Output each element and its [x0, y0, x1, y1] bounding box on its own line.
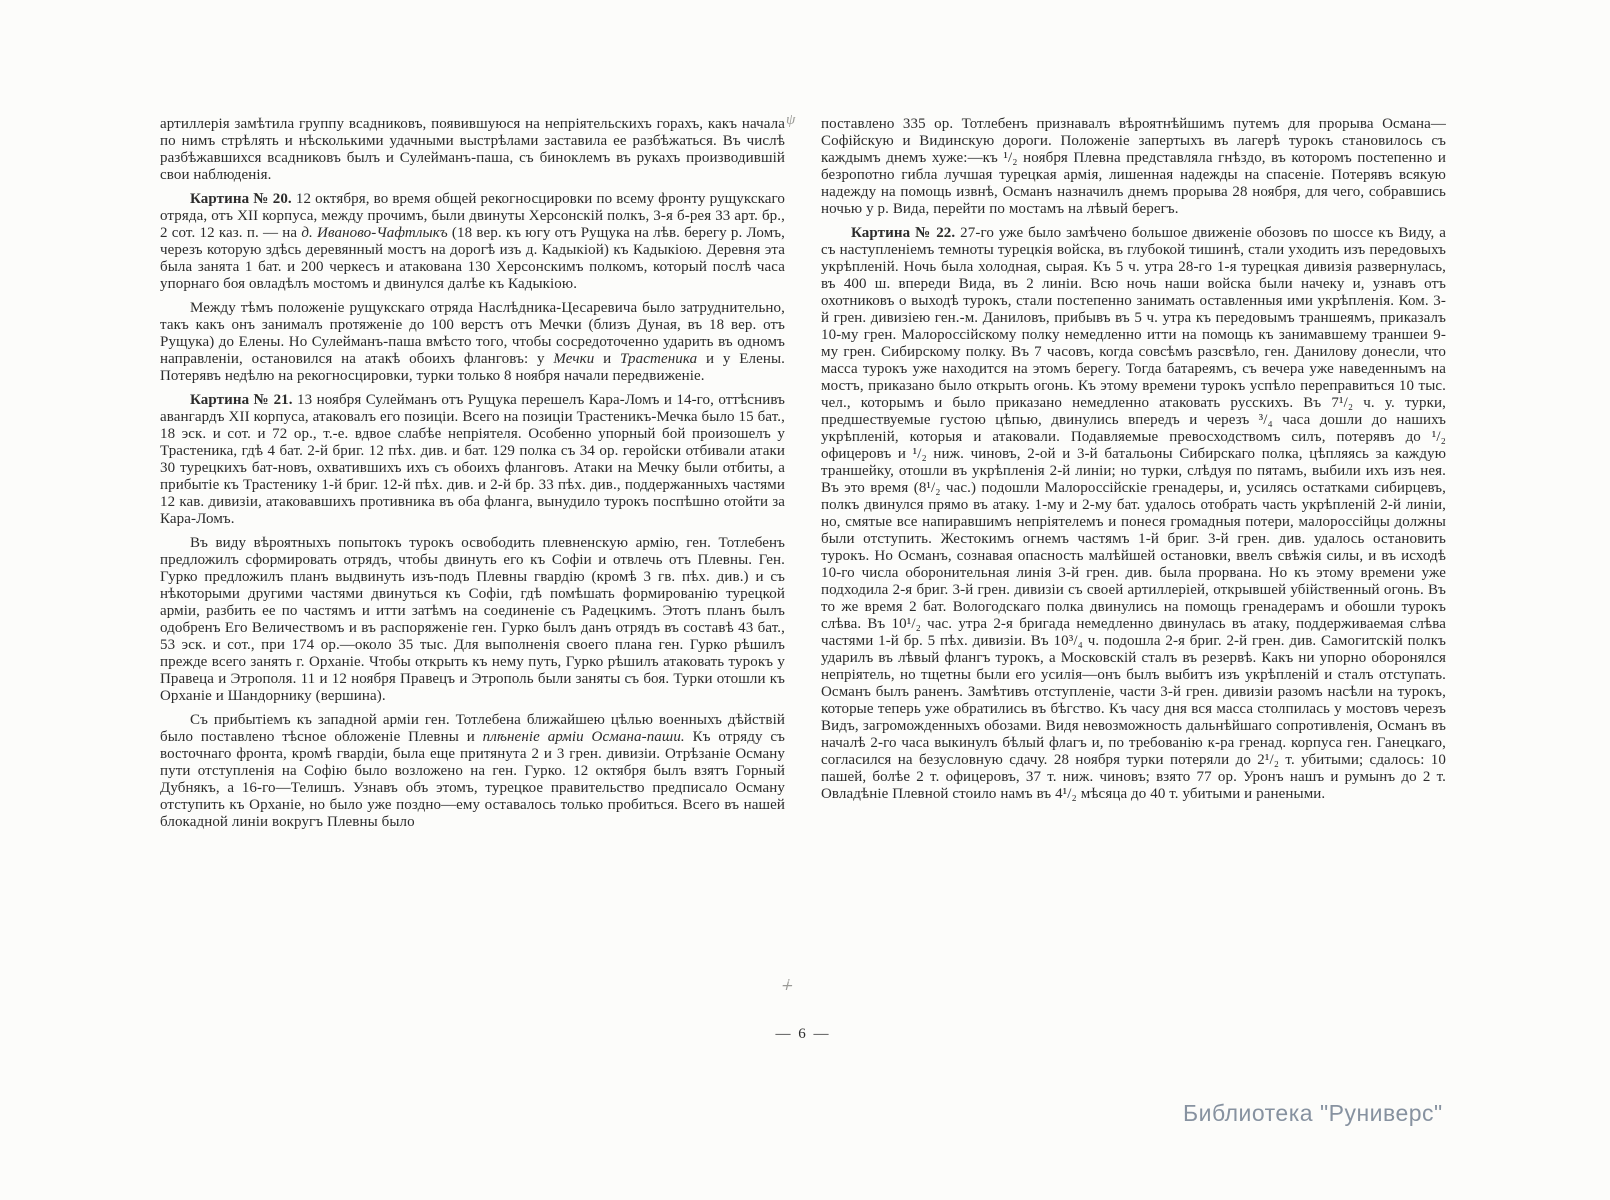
paragraph — [160, 300, 785, 385]
paragraph — [160, 392, 785, 528]
page-number: — 6 — — [775, 1026, 831, 1042]
text-run: Съ прибытіемъ къ западной арміи ген. Тотлебена ближайшею цѣлью военныхъ дѣйствій было поставлено тѣсное обложеніе Плевны и — [160, 712, 785, 745]
text-run: и — [594, 351, 620, 367]
text-run: 13 ноября Сулейманъ отъ Рущука перешелъ Кара-Ломъ и 14-го, оттѣснивъ авангардъ XII корпуса, атаковалъ его позиціи. Всего на позиціи Трастеникъ-Мечка было 15 бат., 18 эск. и сот. и 72 ор., т.-е. вдвое слабѣе непріятеля. Особенно упорный бой произошелъ у Трастеника, гдѣ 4 бат. 2-й бриг. 12 пѣх. див. и бат. 129 полка съ 34 ор. геройски отбивали атаки 30 турецкихъ бат-новъ, охватившихъ ихъ съ обоихъ фланговъ. Атаки на Мечку были отбиты, а прибытіе къ Трастенику 1-й бриг. 12-й пѣх. див. и 2-й бр. 33 пѣх. див., поддержанныхъ частями 12 кав. дивизіи, атаковавшихъ противника въ оба фланга, вынудило турокъ поспѣшно отойти за Кара-Ломъ. — [160, 392, 785, 527]
margin-mark-bottom: ∔ — [780, 978, 793, 994]
text-run: Въ виду вѣроятныхъ попытокъ турокъ освободить плевненскую армію, ген. Тотлебенъ предложилъ сформировать отрядъ, чтобы двинуть его къ Софіи и отвлечь отъ Плевны. Ген. Гурко предложилъ планъ выдвинуть изъ-подъ Плевны гвардію (кромѣ 3 гв. пѣх. див.) и съ нѣкоторыми другими частями двинуться къ Софіи, гдѣ помѣшать формированію турецкой арміи, разбить ее по частямъ и итти затѣмъ на соединеніе съ Радецкимъ. Этотъ планъ былъ одобренъ Его Величествомъ и въ распоряженіе ген. Гурко былъ данъ отрядъ въ составѣ 43 бат., 53 эск. и сот., при 174 ор.—около 35 тыс. Для выполненія своего плана ген. Гурко рѣшилъ прежде всего занять г. Орханіе. Чтобы открыть къ нему путь, Гурко рѣшилъ атаковать турокъ у Правеца и Этрополя. 11 и 12 ноября Правецъ и Этрополь были заняты съ боя. Турки отошли къ Орханіе и Шандорнику (вершина). — [160, 535, 785, 704]
paragraph — [160, 712, 785, 831]
text-run: артиллерія замѣтила группу всадниковъ, появившуюся на непріятельскихъ горахъ, какъ начала по нимъ стрѣлять и нѣсколькими удачными выстрѣлами заставила ее разбѣжаться. Въ числѣ разбѣжавшихся всадниковъ былъ и Сулейманъ-паша, съ биноклемъ въ рукахъ производившій свои наблюденія. — [160, 116, 785, 183]
paragraph-lead: Картина № 21. — [190, 392, 293, 408]
paragraph — [160, 116, 785, 184]
text-run: (18 вер. къ югу отъ Рущука на лѣв. берегу р. Ломъ, черезъ которую здѣсь деревянный мостъ на дорогѣ изъ д. Кадыкіой) къ Кадыкіою. Деревня эта была занята 1 бат. и 200 черкесъ и атакована 130 Херсонскимъ полкомъ, который послѣ часа упорнаго боя овладѣлъ мостомъ и двинулся далѣе къ Кадыкіою. — [160, 225, 786, 292]
text-run: плѣненіе арміи Османа-паши. — [482, 729, 685, 745]
paragraph — [821, 225, 1446, 803]
text-run: 12 октября, во время общей рекогносцировки по всему фронту рущукскаго отряда, отъ XII корпуса, между прочимъ, были двинуты Херсонскій полкъ, 3-я б-рея 33 арт. бр., 2 сот. 12 каз. п. — на — [160, 191, 785, 241]
paragraph — [160, 191, 785, 293]
paragraph — [821, 116, 1446, 218]
text-run: поставлено 335 ор. Тотлебенъ признавалъ вѣроятнѣйшимъ путемъ для прорыва Османа—Софійскую и Видинскую дороги. Положеніе запертыхъ въ лагерѣ турокъ становилось съ каждымъ днемъ хуже:—къ ¹/₂ ноября Плевна представляла гнѣздо, въ которомъ постепенно и безропотно гибла лучшая турецкая армія, лишенная надежды на спасеніе. Потерявъ всякую надежду на помощь извнѣ, Османъ назначилъ днемъ прорыва 28 ноября, для чего, собравшись ночью у р. Вида, перейти по мостамъ на лѣвый берегъ. — [821, 116, 1446, 217]
text-column-right — [821, 116, 1446, 838]
library-watermark: Библиотека "Руниверс" — [1183, 1100, 1443, 1126]
text-run: д. Иваново-Чафтлыкъ — [301, 225, 448, 241]
text-run: Мечки — [553, 351, 595, 367]
text-run: Къ отряду съ восточнаго фронта, кромѣ гвардіи, была еще притянута 2 и 3 грен. дивизіи. Отрѣзаніе Осману пути отступленія на Софію было возложено на ген. Гурко. 12 октября былъ взятъ Горный Дубнякъ, а 16-го—Телишъ. Узнавъ объ этомъ, турецкое правительство предписало Осману отступить къ Орханіе, но было уже поздно—ему оставалось только пробиться. Всего въ нашей блокадной линіи вокругъ Плевны было — [160, 729, 785, 830]
paragraph-lead: Картина № 20. — [190, 191, 292, 207]
margin-mark-top: ψ — [786, 112, 796, 128]
text-run: Между тѣмъ положеніе рущукскаго отряда Наслѣдника-Цесаревича было затруднительно, такъ какъ онъ занималъ протяженіе до 100 верстъ отъ Мечки (близъ Дуная, въ 18 вер. отъ Рущука) до Елены. Но Сулейманъ-паша вмѣсто того, чтобы сосредоточенно ударить въ одномъ направленіи, остановился на атакѣ обоихъ фланговъ: у — [160, 300, 785, 367]
text-run: Трастеника — [619, 351, 698, 367]
text-run: и у Елены. Потерявъ недѣлю на рекогносцировки, турки только 8 ноября начали передвиженіе. — [160, 351, 786, 384]
paragraph — [160, 535, 785, 705]
text-body — [160, 116, 1446, 838]
text-column-left — [160, 116, 785, 838]
paragraph-lead: Картина № 22. — [851, 225, 956, 241]
text-run: 27-го уже было замѣчено большое движеніе обозовъ по шоссе къ Виду, а съ наступленіемъ темноты турецкія войска, въ глубокой тишинѣ, стали уходить изъ передовыхъ укрѣпленій. Ночь была холодная, сырая. Къ 5 ч. утра 28-го 1-я турецкая дивизія развернулась, въ 400 ш. впереди Вида, въ 2 линіи. Всю ночь наши войска были начеку и, узнавъ отъ охотниковъ о выходѣ турокъ, стали постепенно занимать оставленныя ими укрѣпленія. Ком. 3-й грен. дивизіею ген.-м. Даниловъ, прибывъ въ 5 ч. утра къ передовымъ траншеямъ, приказалъ 10-му грен. Малороссійскому полку немедленно итти на помощь къ занимавшему траншеи 9-му грен. Сибирскому полку. Въ 7 часовъ, когда совсѣмъ разсвѣло, ген. Данилову донесли, что масса турокъ уже находится на этомъ берегу. Тогда батареямъ, съ вечера уже наведеннымъ на мостъ, приказано было открыть огонь. Къ этому времени турокъ успѣло переправиться 10 тыс. чел., которымъ и было приказано немедленно атаковать русскихъ. Въ 7¹/₂ ч. у. турки, предшествуемые густою цѣпью, двинулись впередъ и черезъ ³/₄ часа дошли до нашихъ укрѣпленій, которыя и атаковали. Подавляемые превосходствомъ силъ, потерявъ до ¹/₂ офицеровъ и ¹/₂ ниж. чиновъ, 2-ой и 3-й батальоны Сибирскаго полка, цѣпляясь за каждую траншейку, отошли въ укрѣпленія 2-й линіи; но турки, слѣдуя по пятамъ, выбили ихъ изъ нея. Въ это время (8¹/₂ час.) подошли Малороссійскіе гренадеры, и, усилясь остатками сибирцевъ, полкъ двинулся прямо въ атаку. 1-му и 2-му бат. удалось отобрать часть укрѣпленій 2-й линіи, но, смятые все напиравшимъ непріятелемъ и понеся громадныя потери, малороссійцы должны были отступить. Жестокимъ огнемъ частямъ 1-й бриг. 3-й грен. див. удалось остановить турокъ. Но Османъ, сознавая опасность малѣйшей остановки, ввелъ свѣжія силы, и въ исходѣ 10-го числа оборонительная линія 3-й грен. див. была прорвана. Но къ этому времени уже подходила 2-я бриг. 3-й грен. дивизіи съ своей артиллеріей, открывшей убійственный огонь. Въ то же время 2 бат. Вологодскаго полка двинулись на помощь гренадерамъ и обошли турокъ слѣва. Въ 10¹/₂ час. утра 2-я бригада немедленно двинулась въ атаку, поддерживаемая слѣва частями 1-й бр. 5 пѣх. дивизіи. Въ 10³/₄ ч. подошла 2-я бриг. 2-й грен. див. Самогитскій полкъ ударилъ въ лѣвый флангъ турокъ, а Московскій сталъ въ резервѣ. Какъ ни упорно оборонялся непріятель, но тщетны были его усилія—онъ былъ выбитъ изъ укрѣпленій и сталъ отступать. Османъ былъ раненъ. Замѣтивъ отступленіе, части 3-й грен. дивизіи разомъ насѣли на турокъ, которые теперь уже обратились въ бѣгство. Къ часу дня вся масса столпилась у мостовъ черезъ Видъ, загроможденныхъ обозами. Видя невозможность дальнѣйшаго сопротивленія, Османъ въ началѣ 2-го часа выкинулъ бѣлый флагъ и, по требованію к-ра гренад. корпуса ген. Ганецкаго, согласился на безусловную сдачу. 28 ноября турки потеряли до 2¹/₂ т. убитыми; сдалось: 10 пашей, болѣе 2 т. офицеровъ, 37 т. ниж. чиновъ; взято 77 ор. Уронъ нашъ и румынъ до 2 т. Овладѣніе Плевной стоило намъ въ 4¹/₂ мѣсяца до 40 т. убитыми и ранеными. — [821, 225, 1446, 802]
